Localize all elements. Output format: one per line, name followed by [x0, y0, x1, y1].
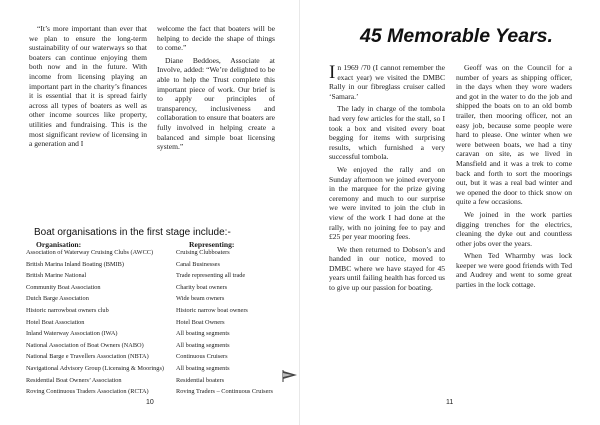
- organisation-cell: Inland Waterway Association (IWA): [26, 330, 118, 338]
- left-column-1: [29, 24, 147, 152]
- paragraph: We enjoyed the rally and on Sunday afternoon we joined everyone in the marquee for the prize giving ceremony and much to our surprise we were invited to join the club in view of the work I had done at the rally, with no joining fee to pay and £25 per year mooring fees.: [329, 164, 445, 242]
- representing-cell: All boating segments: [176, 330, 230, 338]
- paragraph: Diane Beddoes, Associate at Involve, added: “We’re delighted to be able to help the Trust complete this important piece of work. Our brief is to apply our principles of transparency, inclusiveness and collaboration to ensure that boaters are fully involved in helping create a balanced and simple boat licensing system.”: [157, 55, 275, 152]
- column-header-organisation: Organisation:: [36, 240, 82, 249]
- paragraph: welcome the fact that boaters will be helping to decide the shape of things to come.”: [157, 24, 275, 53]
- column-header-representing: Representing:: [189, 240, 235, 249]
- representing-cell: Historic narrow boat owners: [176, 306, 248, 314]
- table-row: [26, 261, 288, 269]
- table-row: [26, 342, 288, 350]
- article-title: 45 Memorable Years.: [360, 25, 553, 47]
- organisation-cell: National Association of Boat Owners (NABO): [26, 341, 144, 349]
- organisation-cell: Association of Waterway Cruising Clubs (AWCC): [26, 249, 154, 256]
- organisation-cell: Community Boat Association: [26, 283, 101, 291]
- organisation-cell: Dutch Barge Association: [26, 295, 89, 303]
- organisation-cell: British Marina Inland Boating (BMIB): [26, 260, 124, 268]
- table-row: [26, 377, 288, 385]
- table-row: [26, 295, 288, 303]
- organisations-table: [26, 249, 288, 400]
- representing-cell: Hotel Boat Owners: [176, 318, 225, 326]
- table-row: [26, 365, 288, 373]
- representing-cell: Canal Businesses: [176, 260, 220, 268]
- paragraph: Geoff was on the Council for a number of years as shipping officer, in the days when they wore waders and got in the water to do the job and shipped the boats on to an old bomb trailer, then mooring officer, not an easy job, because some people were hard to please. One winter when we were between boats, we had a tiny caravan on site, as we lived in Mansfield and it was a trek to come back and forth to sort the moorings out, but it was a real bad winter and we opened the door to thick snow on quite a few occasions.: [456, 63, 572, 207]
- representing-cell: All boating segments: [176, 341, 230, 349]
- right-column-1: [329, 63, 445, 296]
- table-row: [26, 284, 288, 292]
- paragraph: [329, 63, 445, 101]
- organisation-cell: British Marine National: [26, 272, 87, 280]
- representing-cell: Cruising Clubboaters: [176, 249, 230, 256]
- representing-cell: Charity boat owners: [176, 283, 228, 291]
- paragraph: The lady in charge of the tombola had very few articles for the stall, so I took a box and visited every boat begging for items with surprising results, which furnished a very successful tombola.: [329, 104, 445, 162]
- left-column-2: [157, 24, 275, 155]
- page-number: 11: [446, 399, 454, 406]
- paragraph: We then returned to Dobson’s and handed in our notice, moved to DMBC where we have stayed for 45 years until failing health has forced us to give up our passion for boating.: [329, 244, 445, 293]
- representing-cell: All boating segments: [176, 364, 230, 372]
- organisation-cell: Roving Continuous Traders Association (RCTA): [26, 388, 149, 396]
- organisation-cell: Residential Boat Owners’ Association: [26, 376, 122, 384]
- paragraph: We joined in the work parties digging trenches for the electrics, cleaning the dyke out and countless other jobs over the years.: [456, 209, 572, 248]
- table-row: [26, 353, 288, 361]
- table-row: [26, 249, 288, 257]
- representing-cell: Trade representing all trade: [176, 272, 246, 280]
- representing-cell: Wide beam owners: [176, 295, 225, 303]
- representing-cell: Residential boaters: [176, 376, 225, 384]
- paragraph: “It’s more important than ever that we plan to ensure the long-term sustainability of our waterways so that boaters can continue enjoying them both now and in the future. With income from licensing playing an important part in the charity’s finances it is essential that it is spread fairly across all types of boaters as well as other income sources like property, utilities and fundraising. This is the most significant review of licensing in a generation and I: [29, 24, 147, 149]
- table-heading: Boat organisations in the first stage include:-: [34, 227, 231, 238]
- paragraph-text: n 1969 /70 (I cannot remember the exact year) we visited the DMBC Rally in our fibreglass cruiser called ‘Samara.’: [329, 63, 445, 101]
- table-row: [26, 307, 288, 315]
- organisation-cell: National Barge e Travellers Association (NBTA): [26, 353, 149, 361]
- pennant-flag-icon: [280, 369, 298, 383]
- organisation-cell: Hotel Boat Association: [26, 318, 85, 326]
- representing-cell: Roving Traders – Continuous Cruisers: [176, 388, 273, 396]
- table-row: [26, 319, 288, 327]
- representing-cell: Continuous Cruisers: [176, 353, 228, 361]
- table-row: [26, 330, 288, 338]
- drop-cap: I: [329, 62, 336, 83]
- table-row: [26, 272, 288, 280]
- right-column-2: [456, 63, 572, 293]
- organisation-cell: Historic narrowboat owners club: [26, 306, 109, 314]
- paragraph: When Ted Wharmby was lock keeper we were good friends with Ted and Audrey and went to some great parties in the lock cottage.: [456, 251, 572, 290]
- table-row: [26, 388, 288, 396]
- organisation-cell: Navigational Advisory Group (Licensing & Moorings): [26, 364, 164, 372]
- page-number: 10: [146, 399, 154, 406]
